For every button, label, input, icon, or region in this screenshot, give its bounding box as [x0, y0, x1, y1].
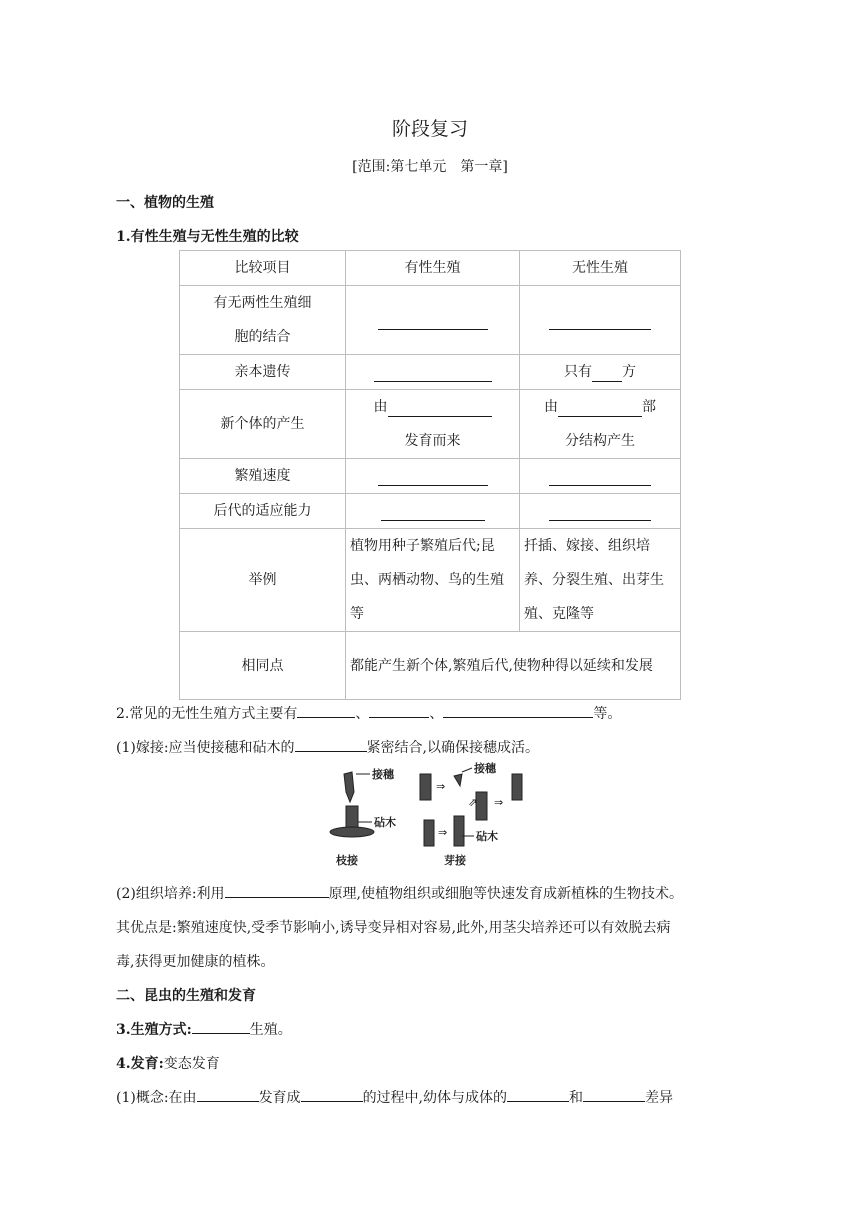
common-points-cell: 都能产生新个体,繁殖后代,使物种得以延续和发展 — [346, 632, 681, 700]
answer-cell — [520, 459, 681, 494]
row-label: 新个体的产生 — [180, 390, 346, 459]
paragraph-line: 毒,获得更加健康的植株。 — [116, 954, 275, 970]
question-3 — [116, 1019, 292, 1039]
header-cell: 无性生殖 — [520, 251, 681, 286]
text: 3.生殖方式: — [116, 1022, 192, 1038]
comparison-table — [179, 250, 681, 700]
text: 和 — [569, 1090, 584, 1106]
header-cell: 比较项目 — [180, 251, 346, 286]
answer-cell — [346, 390, 520, 459]
example-cell: 扦插、嫁接、组织培养、分裂生殖、出芽生殖、克隆等 — [520, 529, 681, 632]
cell-text: 分结构产生 — [565, 433, 635, 449]
label-stock-bud: 砧木 — [476, 830, 498, 843]
cell-text: 由 — [544, 399, 558, 415]
answer-blank[interactable] — [381, 502, 485, 521]
answer-cell — [346, 494, 520, 529]
caption-branch-grafting: 枝接 — [336, 854, 358, 867]
answer-blank[interactable] — [197, 1087, 259, 1102]
row-label: 有无两性生殖细胞的结合 — [180, 286, 346, 355]
row-label: 举例 — [180, 529, 346, 632]
text: 生殖。 — [249, 1022, 292, 1038]
question-1-title: 1.有性生殖与无性生殖的比较 — [116, 229, 299, 245]
question-2-2-tissue-culture — [116, 883, 683, 903]
answer-blank[interactable] — [549, 467, 651, 486]
section-heading-plant-reproduction: 一、植物的生殖 — [116, 195, 214, 211]
row-label: 繁殖速度 — [180, 459, 346, 494]
grafting-figure — [326, 762, 528, 872]
question-4-1 — [116, 1087, 673, 1107]
table-row — [180, 355, 681, 390]
answer-blank[interactable] — [507, 1087, 569, 1102]
text: 、 — [355, 706, 370, 722]
arrow-icon: ⇒ — [436, 780, 446, 793]
table-header-row — [180, 251, 681, 286]
label-scion-bud: 接穗 — [474, 762, 496, 775]
row-label: 相同点 — [180, 632, 346, 700]
header-cell: 有性生殖 — [346, 251, 520, 286]
caption-bud-grafting: 芽接 — [444, 854, 466, 867]
text: 的过程中,幼体与成体的 — [362, 1090, 508, 1106]
text: (1)概念:在由 — [116, 1090, 197, 1106]
answer-cell — [346, 286, 520, 355]
answer-blank[interactable] — [549, 502, 651, 521]
answer-blank[interactable] — [558, 398, 642, 417]
text: 发育成 — [258, 1090, 301, 1106]
cell-text: 由 — [373, 399, 388, 415]
cell-text: 发育而来 — [404, 433, 461, 449]
question-4 — [116, 1053, 220, 1073]
row-label: 后代的适应能力 — [180, 494, 346, 529]
answer-blank[interactable] — [443, 703, 593, 718]
text: 变态发育 — [163, 1056, 220, 1072]
answer-cell — [520, 355, 681, 390]
answer-blank[interactable] — [378, 467, 488, 486]
answer-blank[interactable] — [583, 1087, 645, 1102]
example-cell: 植物用种子繁殖后代;昆虫、两栖动物、鸟的生殖等 — [346, 529, 520, 632]
label-scion-branch: 接穗 — [372, 768, 394, 781]
paragraph-line: 其优点是:繁殖速度快,受季节影响小,诱导变异相对容易,此外,用茎尖培养还可以有效脱去病 — [116, 920, 671, 936]
answer-blank[interactable] — [225, 883, 329, 898]
arrow-icon: ⇒ — [494, 796, 504, 809]
text: 、 — [429, 706, 444, 722]
answer-blank[interactable] — [369, 703, 429, 718]
answer-blank[interactable] — [192, 1019, 250, 1034]
section-heading-insect: 二、昆虫的生殖和发育 — [116, 988, 256, 1004]
answer-blank[interactable] — [549, 311, 651, 330]
answer-blank[interactable] — [301, 1087, 363, 1102]
answer-cell — [520, 286, 681, 355]
page-title: 阶段复习 — [391, 118, 468, 140]
answer-cell — [346, 355, 520, 390]
table-row — [180, 494, 681, 529]
text: (1)嫁接:应当使接穗和砧木的 — [116, 740, 295, 756]
row-label: 亲本遗传 — [180, 355, 346, 390]
question-2-1-grafting — [116, 737, 539, 757]
label-stock-branch: 砧木 — [374, 816, 396, 829]
scope-note: [范围:第七单元 第一章] — [352, 159, 508, 175]
cell-text: 只有 — [564, 364, 592, 380]
cell-text: 方 — [622, 364, 636, 380]
table-row — [180, 459, 681, 494]
answer-blank[interactable] — [295, 737, 367, 752]
text: 紧密结合,以确保接穗成活。 — [366, 740, 540, 756]
text: 2.常见的无性生殖方式主要有 — [116, 706, 298, 722]
answer-cell — [520, 494, 681, 529]
table-row — [180, 390, 681, 459]
text: 差异 — [645, 1090, 674, 1106]
arrow-icon: ⇗ — [468, 796, 478, 809]
answer-cell — [520, 390, 681, 459]
answer-blank[interactable] — [592, 363, 622, 382]
text: 等。 — [593, 706, 622, 722]
text: (2)组织培养:利用 — [116, 886, 225, 902]
arrow-icon: ⇒ — [438, 826, 448, 839]
question-2 — [116, 703, 621, 723]
answer-blank[interactable] — [388, 398, 492, 417]
text: 原理,使植物组织或细胞等快速发育成新植株的生物技术。 — [328, 886, 684, 902]
answer-blank[interactable] — [378, 311, 488, 330]
table-row — [180, 529, 681, 632]
answer-blank[interactable] — [374, 363, 492, 382]
cell-text: 部 — [642, 399, 656, 415]
answer-blank[interactable] — [297, 703, 355, 718]
table-row — [180, 286, 681, 355]
text: 4.发育: — [116, 1056, 164, 1072]
answer-cell — [346, 459, 520, 494]
table-row — [180, 632, 681, 700]
